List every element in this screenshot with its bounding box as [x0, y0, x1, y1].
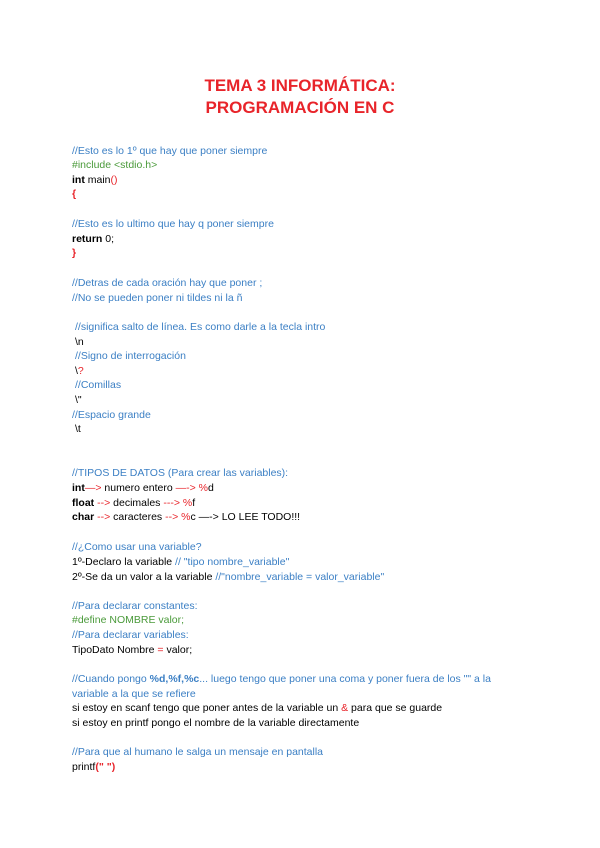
comment-use-variable: //¿Como usar una variable?: [72, 541, 202, 553]
escape-tab: \t: [75, 423, 81, 435]
comment-data-types: //TIPOS DE DATOS (Para crear las variables):: [72, 467, 289, 479]
title-line-1: TEMA 3 INFORMÁTICA:: [204, 76, 396, 95]
comment-tab: //Espacio grande: [72, 409, 151, 421]
float-type-keyword: float: [72, 497, 95, 509]
escape-quotes: \": [75, 394, 82, 406]
int-arrow: —>: [84, 482, 102, 494]
printf-line: [72, 760, 115, 774]
comment-format-1: [72, 672, 491, 686]
format-specifiers: %d,%f,%c: [149, 673, 200, 685]
char-format-arrow: --> %: [165, 511, 191, 523]
char-format: c: [190, 511, 196, 523]
type-int: [72, 481, 214, 495]
printf-name: printf: [72, 761, 96, 773]
close-brace: }: [72, 247, 77, 259]
comment-quotes: //Comillas: [75, 379, 122, 391]
char-note: —-> LO LEE TODO!!!: [195, 511, 301, 523]
declaration-line: [72, 643, 192, 657]
char-desc: caracteres: [113, 511, 166, 523]
step-declare-comment: // "tipo nombre_variable": [175, 556, 290, 568]
return-value: 0;: [102, 233, 115, 245]
step-declare-text: 1º-Declaro la variable: [72, 556, 176, 568]
comment-question: //Signo de interrogación: [75, 350, 186, 362]
comment-format-2: variable a la que se refiere: [72, 688, 196, 700]
char-arrow: -->: [94, 511, 114, 523]
float-format: f: [192, 497, 196, 509]
scanf-note: [72, 701, 442, 715]
comment-tildes: //No se pueden poner ni tildes ni la ñ: [72, 292, 243, 304]
question-mark: ?: [77, 365, 84, 377]
printf-note: si estoy en printf pongo el nombre de la variable directamente: [72, 717, 360, 729]
declaration-value: valor;: [163, 644, 193, 656]
float-arrow: -->: [94, 497, 114, 509]
step-assign-text: 2º-Se da un valor a la variable: [72, 571, 216, 583]
main-line: [72, 173, 118, 187]
format-comment-start: //Cuando pongo: [72, 673, 150, 685]
equals-sign: =: [157, 644, 164, 656]
printf-args: (" "): [95, 761, 116, 773]
comment-last: //Esto es lo ultimo que hay q poner siempre: [72, 218, 274, 230]
comment-constants: //Para declarar constantes:: [72, 600, 198, 612]
escape-newline: \n: [75, 336, 84, 348]
return-keyword: return: [72, 233, 103, 245]
comment-semicolon: //Detras de cada oración hay que poner ;: [72, 277, 263, 289]
char-type-keyword: char: [72, 511, 95, 523]
scanf-text: si estoy en scanf tengo que poner antes de la variable un: [72, 702, 342, 714]
int-type-keyword: int: [72, 482, 85, 494]
int-format: d: [208, 482, 214, 494]
ampersand: &: [341, 702, 349, 714]
return-line: [72, 232, 114, 246]
title-line-2: PROGRAMACIÓN EN C: [205, 98, 395, 117]
float-format-arrow: ---> %: [163, 497, 193, 509]
type-char: [72, 510, 300, 524]
define-line: #define NOMBRE valor;: [72, 614, 185, 626]
main-parens: (): [110, 174, 118, 186]
step-assign-comment: //"nombre_variable = valor_variable": [215, 571, 385, 583]
main-name: main: [84, 174, 111, 186]
escape-slash: \: [75, 365, 78, 377]
declaration-text: TipoDato Nombre: [72, 644, 158, 656]
step-assign: [72, 570, 384, 584]
comment-message: //Para que al humano le salga un mensaje en pantalla: [72, 746, 324, 758]
escape-question: [75, 364, 84, 378]
include-line: #include <stdio.h>: [72, 159, 158, 171]
type-float: [72, 496, 195, 510]
comment-variables: //Para declarar variables:: [72, 629, 189, 641]
int-format-arrow: —-> %: [175, 482, 208, 494]
format-comment-end: ... luego tengo que poner una coma y poner fuera de los "" a la: [199, 673, 491, 685]
float-desc: decimales: [113, 497, 164, 509]
int-keyword: int: [72, 174, 85, 186]
comment-newline: //significa salto de línea. Es como darle a la tecla intro: [75, 321, 326, 333]
step-declare: [72, 555, 289, 569]
open-brace: {: [72, 188, 77, 200]
int-desc: numero entero: [101, 482, 176, 494]
comment-first: //Esto es lo 1º que hay que poner siempre: [72, 145, 268, 157]
scanf-text-end: para que se guarde: [348, 702, 443, 714]
